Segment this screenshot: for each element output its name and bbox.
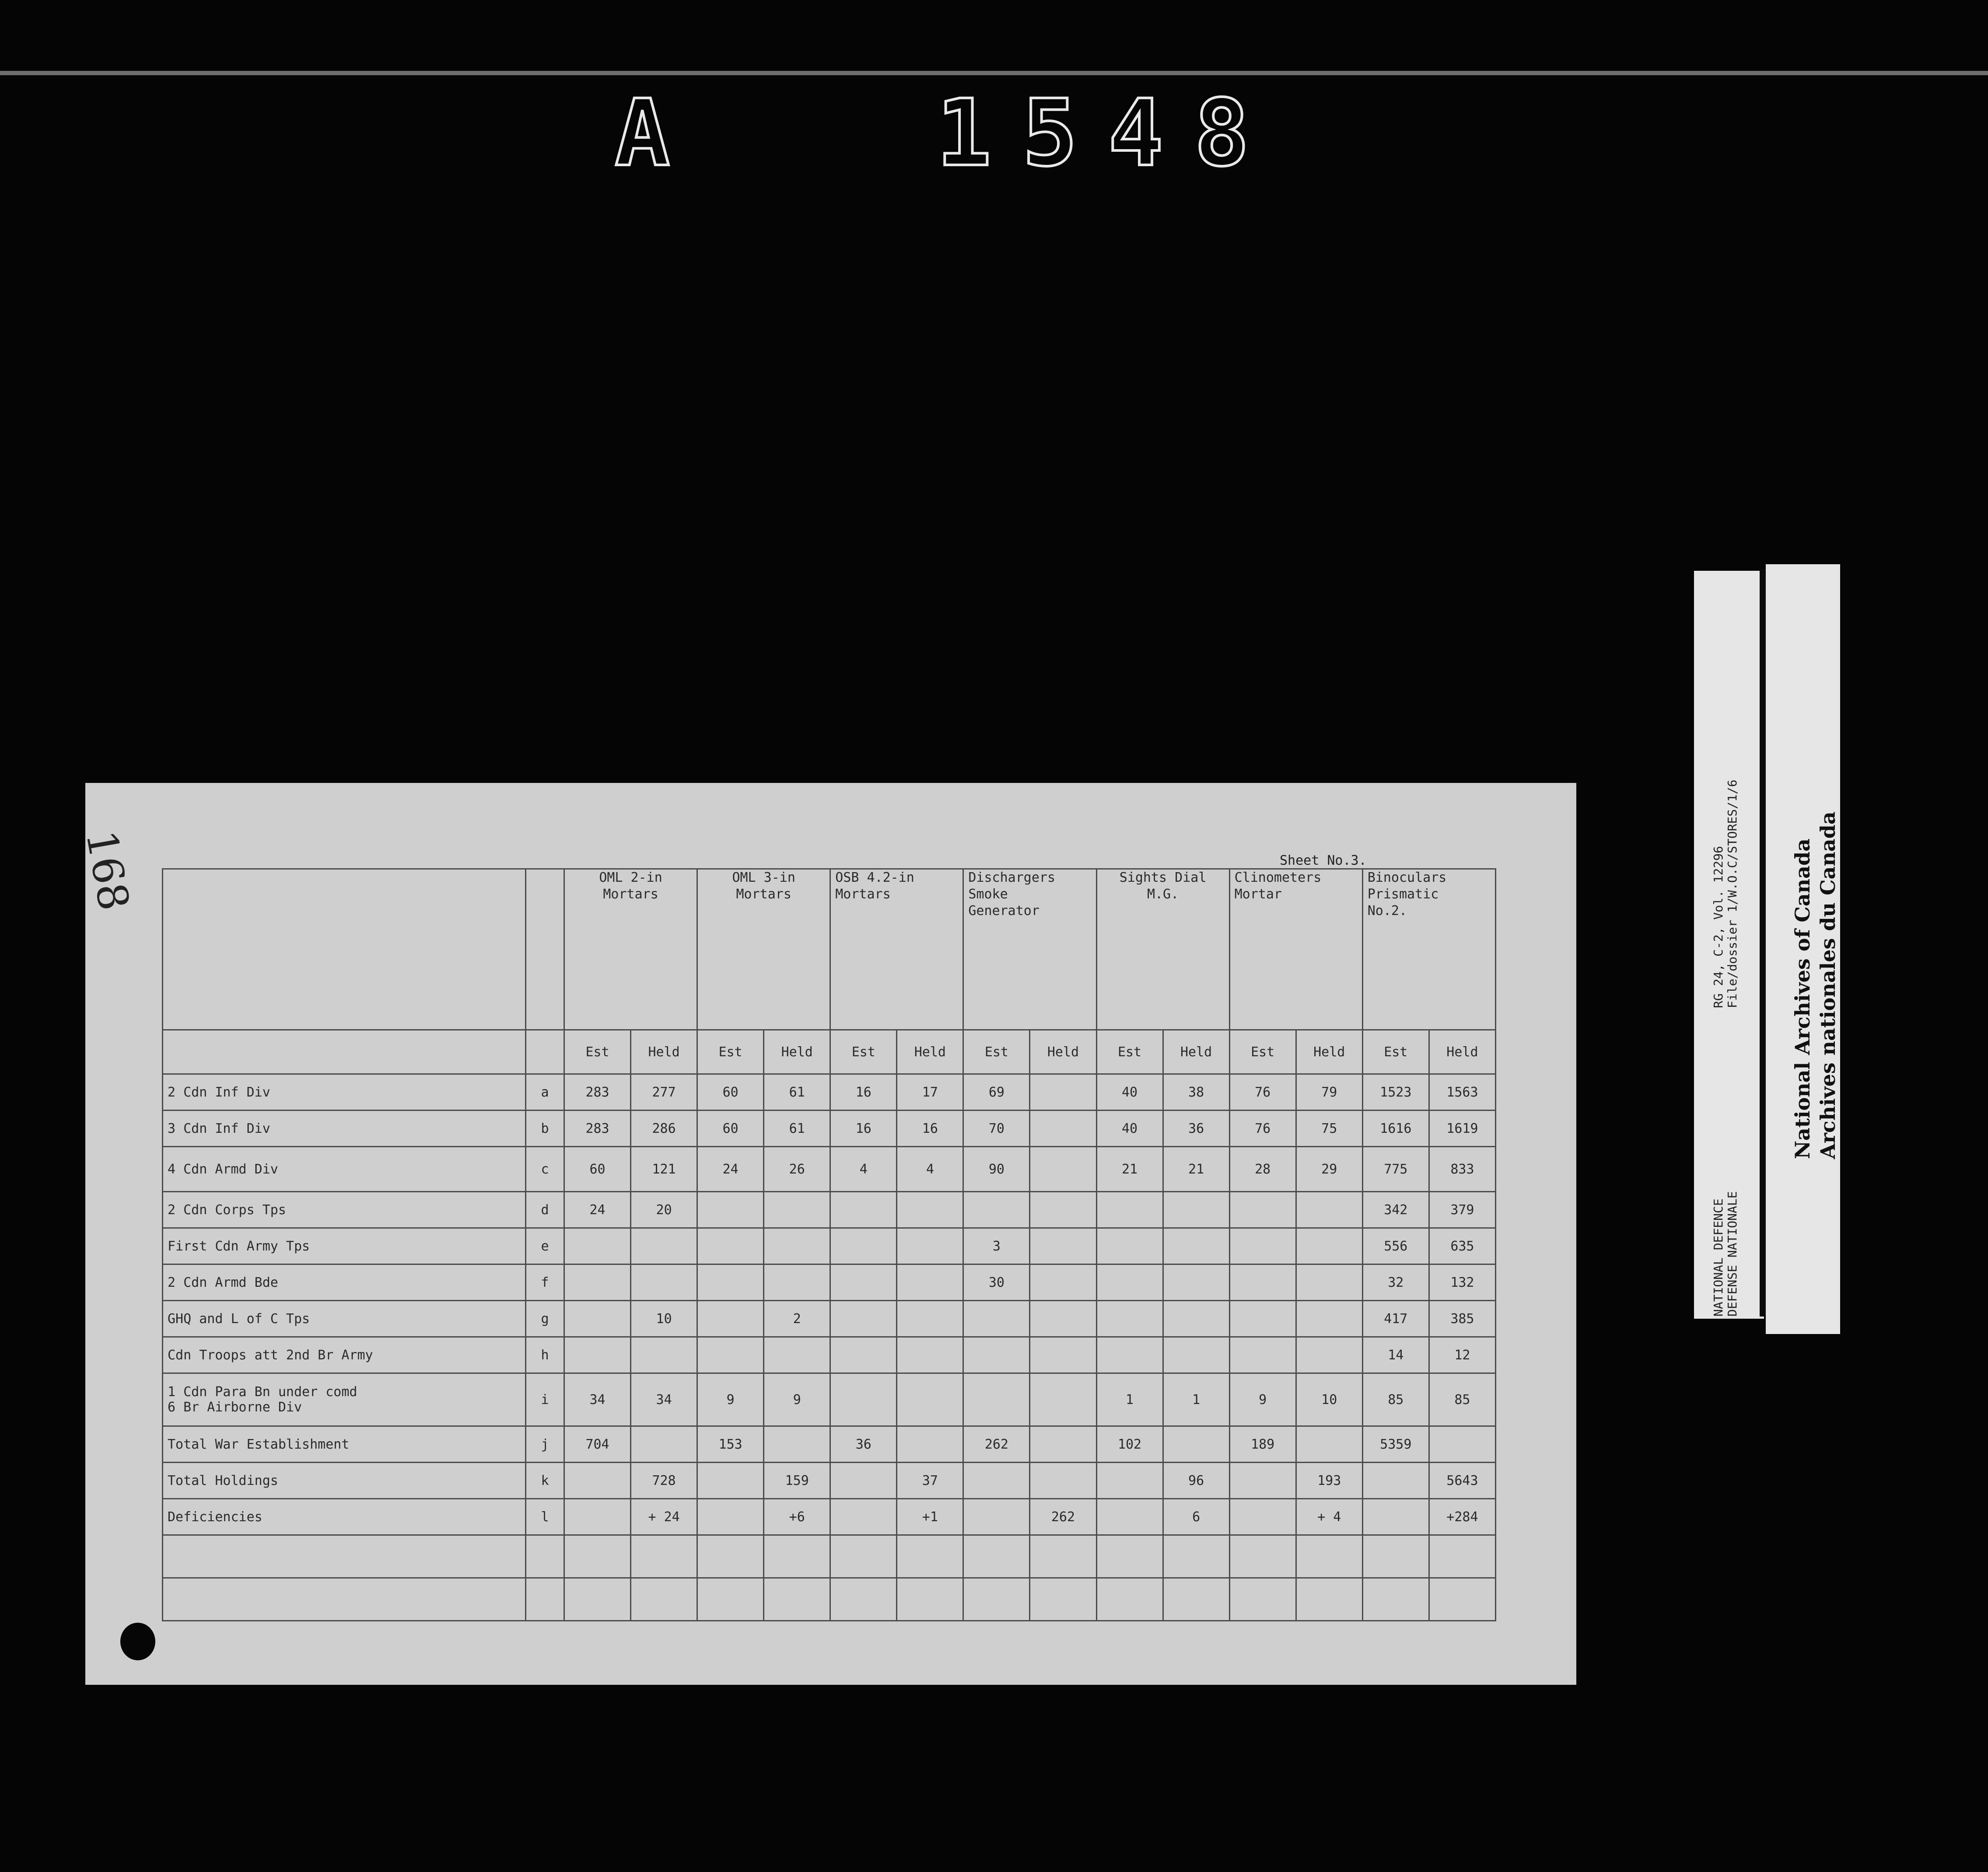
subheader-held: Held: [897, 1030, 963, 1074]
table-cell: 70: [963, 1111, 1030, 1147]
table-cell: 16: [830, 1111, 897, 1147]
blank-cell: [163, 1578, 526, 1621]
table-cell: 3: [963, 1228, 1030, 1264]
table-cell: [1296, 1426, 1362, 1463]
blank-cell: [526, 1535, 564, 1578]
table-cell: 60: [697, 1111, 764, 1147]
table-cell: [697, 1301, 764, 1337]
archive-name-tag: [1766, 564, 1840, 1334]
blank-cell: [526, 1578, 564, 1621]
table-cell: 193: [1296, 1463, 1362, 1499]
table-cell: [1096, 1301, 1163, 1337]
row-letter: g: [526, 1301, 564, 1337]
row-letter: b: [526, 1111, 564, 1147]
table-cell: 1523: [1362, 1074, 1429, 1111]
table-cell: [1163, 1228, 1229, 1264]
table-row: [163, 1264, 1496, 1301]
table-cell: 28: [1229, 1147, 1296, 1192]
table-cell: [830, 1192, 897, 1228]
blank-cell: [697, 1578, 764, 1621]
table-cell: [1163, 1426, 1229, 1463]
table-cell: [1030, 1426, 1096, 1463]
table-cell: 132: [1429, 1264, 1495, 1301]
table-cell: 37: [897, 1463, 963, 1499]
table-cell: 159: [764, 1463, 830, 1499]
row-letter: e: [526, 1228, 564, 1264]
archive-name: National Archives of Canada Archives nationales du Canada: [1791, 811, 1840, 1159]
table-cell: +1: [897, 1499, 963, 1535]
blank-cell: [1296, 1535, 1362, 1578]
table-cell: 61: [764, 1074, 830, 1111]
table-cell: 96: [1163, 1463, 1229, 1499]
table-cell: [830, 1463, 897, 1499]
table-cell: [764, 1337, 830, 1373]
table-cell: [1096, 1463, 1163, 1499]
table-cell: 40: [1096, 1111, 1163, 1147]
table-cell: 36: [1163, 1111, 1229, 1147]
table-cell: [697, 1499, 764, 1535]
table-cell: 277: [631, 1074, 697, 1111]
blank-cell: [1163, 1535, 1229, 1578]
table-cell: 775: [1362, 1147, 1429, 1192]
table-cell: 10: [1296, 1373, 1362, 1426]
table-cell: [1030, 1111, 1096, 1147]
blank-cell: [1429, 1578, 1495, 1621]
table-row: [163, 1337, 1496, 1373]
table-cell: [1296, 1264, 1362, 1301]
table-row: [163, 1192, 1496, 1228]
folio-number: 168: [76, 827, 139, 914]
table-cell: [1296, 1337, 1362, 1373]
column-group-header: OSB 4.2-in Mortars: [830, 869, 963, 1030]
blank-cell: [897, 1535, 963, 1578]
row-unit-label: 2 Cdn Corps Tps: [163, 1192, 526, 1228]
table-cell: [1030, 1264, 1096, 1301]
table-cell: 833: [1429, 1147, 1495, 1192]
table-cell: 76: [1229, 1074, 1296, 1111]
column-group-header: Dischargers Smoke Generator: [963, 869, 1096, 1030]
table-cell: +6: [764, 1499, 830, 1535]
table-cell: 102: [1096, 1426, 1163, 1463]
blank-cell: [564, 1578, 631, 1621]
table-cell: [897, 1192, 963, 1228]
table-cell: 728: [631, 1463, 697, 1499]
blank-cell: [1030, 1535, 1096, 1578]
table-cell: 283: [564, 1111, 631, 1147]
row-unit-label: Deficiencies: [163, 1499, 526, 1535]
blank-cell: [830, 1578, 897, 1621]
blank-cell: [897, 1578, 963, 1621]
table-cell: [963, 1499, 1030, 1535]
column-group-header: Binoculars Prismatic No.2.: [1362, 869, 1495, 1030]
blank-cell: [1296, 1578, 1362, 1621]
table-cell: [697, 1337, 764, 1373]
blank-cell: [963, 1535, 1030, 1578]
table-cell: + 24: [631, 1499, 697, 1535]
table-cell: [564, 1499, 631, 1535]
table-cell: 21: [1096, 1147, 1163, 1192]
row-unit-label: 2 Cdn Inf Div: [163, 1074, 526, 1111]
table-cell: + 4: [1296, 1499, 1362, 1535]
blank-header: [526, 869, 564, 1030]
table-cell: [1296, 1301, 1362, 1337]
table-cell: 20: [631, 1192, 697, 1228]
table-cell: [897, 1426, 963, 1463]
row-unit-label: GHQ and L of C Tps: [163, 1301, 526, 1337]
table-cell: 36: [830, 1426, 897, 1463]
table-cell: [564, 1264, 631, 1301]
archive-department: NATIONAL DEFENCE DEFENSE NATIONALE: [1711, 1191, 1740, 1317]
table-row: [163, 1373, 1496, 1426]
table-cell: 262: [1030, 1499, 1096, 1535]
table-cell: [897, 1373, 963, 1426]
table-row: [163, 1111, 1496, 1147]
row-letter: a: [526, 1074, 564, 1111]
table-cell: [1296, 1192, 1362, 1228]
subheader-est: Est: [963, 1030, 1030, 1074]
table-cell: 90: [963, 1147, 1030, 1192]
table-cell: [631, 1228, 697, 1264]
table-cell: 1: [1163, 1373, 1229, 1426]
blank-cell: [1163, 1578, 1229, 1621]
table-cell: 635: [1429, 1228, 1495, 1264]
row-letter: j: [526, 1426, 564, 1463]
table-cell: [1096, 1228, 1163, 1264]
table-cell: [1229, 1499, 1296, 1535]
table-cell: 1616: [1362, 1111, 1429, 1147]
table-cell: [1030, 1147, 1096, 1192]
table-cell: 153: [697, 1426, 764, 1463]
table-cell: [897, 1301, 963, 1337]
blank-cell: [1030, 1578, 1096, 1621]
table-cell: [1229, 1264, 1296, 1301]
table-cell: 60: [697, 1074, 764, 1111]
column-group-header: Clinometers Mortar: [1229, 869, 1362, 1030]
table-cell: [897, 1264, 963, 1301]
table-cell: 26: [764, 1147, 830, 1192]
table-cell: [564, 1337, 631, 1373]
table-cell: 1563: [1429, 1074, 1495, 1111]
table-cell: 69: [963, 1074, 1030, 1111]
table-cell: [631, 1337, 697, 1373]
table-cell: [1030, 1074, 1096, 1111]
table-cell: [1229, 1337, 1296, 1373]
table-cell: 417: [1362, 1301, 1429, 1337]
table-cell: [1030, 1373, 1096, 1426]
table-cell: 704: [564, 1426, 631, 1463]
blank-subheader: [526, 1030, 564, 1074]
table-cell: [830, 1499, 897, 1535]
table-cell: 76: [1229, 1111, 1296, 1147]
table-cell: [963, 1192, 1030, 1228]
blank-cell: [564, 1535, 631, 1578]
blank-cell: [963, 1578, 1030, 1621]
blank-cell: [1096, 1535, 1163, 1578]
table-cell: [1229, 1192, 1296, 1228]
table-cell: 342: [1362, 1192, 1429, 1228]
table-cell: 262: [963, 1426, 1030, 1463]
table-cell: 79: [1296, 1074, 1362, 1111]
row-letter: d: [526, 1192, 564, 1228]
archive-reference: RG 24, C-2, Vol. 12296 File/dossier 1/W.O.C/STORES/1/6: [1711, 779, 1740, 1008]
document-page: [76, 783, 1576, 1685]
blank-cell: [631, 1535, 697, 1578]
blank-cell: [830, 1535, 897, 1578]
table-row: [163, 1426, 1496, 1463]
table-cell: [1429, 1426, 1495, 1463]
table-cell: [1096, 1337, 1163, 1373]
column-group-header: Sights Dial M.G.: [1096, 869, 1229, 1030]
blank-cell: [1229, 1578, 1296, 1621]
row-letter: h: [526, 1337, 564, 1373]
table-cell: 34: [564, 1373, 631, 1426]
subheader-held: Held: [1030, 1030, 1096, 1074]
subheader-held: Held: [764, 1030, 830, 1074]
table-cell: [564, 1463, 631, 1499]
table-cell: [963, 1301, 1030, 1337]
subheader-est: Est: [1362, 1030, 1429, 1074]
table-cell: [564, 1228, 631, 1264]
table-cell: [1163, 1301, 1229, 1337]
table-cell: [1030, 1228, 1096, 1264]
table-cell: [1362, 1499, 1429, 1535]
table-cell: [830, 1228, 897, 1264]
table-row: [163, 1301, 1496, 1337]
table-cell: 40: [1096, 1074, 1163, 1111]
table-cell: [764, 1264, 830, 1301]
table-cell: 2: [764, 1301, 830, 1337]
table-cell: [1229, 1463, 1296, 1499]
blank-cell: [697, 1535, 764, 1578]
subheader-est: Est: [830, 1030, 897, 1074]
table-cell: 121: [631, 1147, 697, 1192]
table-cell: [1229, 1301, 1296, 1337]
table-cell: 9: [764, 1373, 830, 1426]
table-cell: 9: [697, 1373, 764, 1426]
sheet-number: Sheet No.3.: [1280, 853, 1367, 868]
subheader-held: Held: [631, 1030, 697, 1074]
table-cell: [830, 1301, 897, 1337]
table-cell: 5643: [1429, 1463, 1495, 1499]
table-cell: 6: [1163, 1499, 1229, 1535]
subheader-est: Est: [1229, 1030, 1296, 1074]
blank-cell: [1096, 1578, 1163, 1621]
table-cell: [697, 1463, 764, 1499]
table-cell: 24: [697, 1147, 764, 1192]
column-group-header-row: [163, 869, 1496, 1030]
blank-cell: [1229, 1535, 1296, 1578]
table-cell: 189: [1229, 1426, 1296, 1463]
table-cell: 16: [830, 1074, 897, 1111]
table-cell: [1096, 1192, 1163, 1228]
table-cell: 556: [1362, 1228, 1429, 1264]
table-cell: [963, 1463, 1030, 1499]
subheader-row: [163, 1030, 1496, 1074]
table-cell: 1619: [1429, 1111, 1495, 1147]
row-unit-label: 3 Cdn Inf Div: [163, 1111, 526, 1147]
blank-row: [163, 1578, 1496, 1621]
table-cell: [697, 1192, 764, 1228]
table-cell: 283: [564, 1074, 631, 1111]
archive-reference-tag: [1694, 571, 1764, 1319]
row-unit-label: Total War Establishment: [163, 1426, 526, 1463]
table-cell: 85: [1429, 1373, 1495, 1426]
subheader-held: Held: [1429, 1030, 1495, 1074]
column-group-header: OML 3-in Mortars: [697, 869, 830, 1030]
table-cell: [1030, 1192, 1096, 1228]
subheader-held: Held: [1163, 1030, 1229, 1074]
table-cell: [897, 1228, 963, 1264]
table-cell: [1030, 1337, 1096, 1373]
table-cell: [963, 1373, 1030, 1426]
table-cell: 61: [764, 1111, 830, 1147]
table-cell: [1163, 1192, 1229, 1228]
blank-row: [163, 1535, 1496, 1578]
table-cell: [697, 1228, 764, 1264]
table-cell: 17: [897, 1074, 963, 1111]
table-cell: [1096, 1499, 1163, 1535]
table-cell: [897, 1337, 963, 1373]
table-cell: 30: [963, 1264, 1030, 1301]
subheader-held: Held: [1296, 1030, 1362, 1074]
blank-cell: [1362, 1535, 1429, 1578]
subheader-est: Est: [564, 1030, 631, 1074]
blank-cell: [764, 1578, 830, 1621]
table-cell: [830, 1337, 897, 1373]
equipment-table: [162, 868, 1496, 1621]
table-cell: 24: [564, 1192, 631, 1228]
subheader-est: Est: [697, 1030, 764, 1074]
row-unit-label: First Cdn Army Tps: [163, 1228, 526, 1264]
table-cell: 14: [1362, 1337, 1429, 1373]
table-cell: 9: [1229, 1373, 1296, 1426]
table-cell: [1096, 1264, 1163, 1301]
row-letter: i: [526, 1373, 564, 1426]
table-cell: +284: [1429, 1499, 1495, 1535]
blank-subheader: [163, 1030, 526, 1074]
table-cell: 60: [564, 1147, 631, 1192]
table-cell: [631, 1426, 697, 1463]
row-letter: k: [526, 1463, 564, 1499]
table-cell: [830, 1373, 897, 1426]
table-cell: [1163, 1337, 1229, 1373]
table-cell: 4: [897, 1147, 963, 1192]
table-cell: 32: [1362, 1264, 1429, 1301]
table-cell: 29: [1296, 1147, 1362, 1192]
table-cell: [1163, 1264, 1229, 1301]
table-cell: [1030, 1463, 1096, 1499]
table-cell: 75: [1296, 1111, 1362, 1147]
table-cell: 16: [897, 1111, 963, 1147]
row-unit-label: 2 Cdn Armd Bde: [163, 1264, 526, 1301]
row-unit-label: 1 Cdn Para Bn under comd 6 Br Airborne Div: [163, 1373, 526, 1426]
row-unit-label: Cdn Troops att 2nd Br Army: [163, 1337, 526, 1373]
frame-number: 1548: [936, 80, 1280, 187]
table-cell: 34: [631, 1373, 697, 1426]
row-unit-label: Total Holdings: [163, 1463, 526, 1499]
table-cell: 12: [1429, 1337, 1495, 1373]
table-cell: [764, 1426, 830, 1463]
blank-cell: [1429, 1535, 1495, 1578]
frame-letter: A: [615, 80, 688, 187]
row-letter: c: [526, 1147, 564, 1192]
blank-cell: [764, 1535, 830, 1578]
blank-header: [163, 869, 526, 1030]
blank-cell: [631, 1578, 697, 1621]
table-cell: 21: [1163, 1147, 1229, 1192]
table-cell: [764, 1228, 830, 1264]
subheader-est: Est: [1096, 1030, 1163, 1074]
table-cell: 10: [631, 1301, 697, 1337]
table-cell: [830, 1264, 897, 1301]
blank-cell: [1362, 1578, 1429, 1621]
table-cell: 379: [1429, 1192, 1495, 1228]
table-cell: 286: [631, 1111, 697, 1147]
table-cell: [1362, 1463, 1429, 1499]
table-cell: [764, 1192, 830, 1228]
table-cell: 5359: [1362, 1426, 1429, 1463]
table-cell: [631, 1264, 697, 1301]
row-letter: f: [526, 1264, 564, 1301]
table-cell: [963, 1337, 1030, 1373]
table-row: [163, 1228, 1496, 1264]
table-cell: [1229, 1228, 1296, 1264]
table-row: [163, 1074, 1496, 1111]
table-cell: 4: [830, 1147, 897, 1192]
blank-cell: [163, 1535, 526, 1578]
table-cell: [697, 1264, 764, 1301]
film-edge: [0, 71, 1988, 75]
table-cell: [1030, 1301, 1096, 1337]
column-group-header: OML 2-in Mortars: [564, 869, 697, 1030]
table-row: [163, 1147, 1496, 1192]
table-row: [163, 1463, 1496, 1499]
row-letter: l: [526, 1499, 564, 1535]
table-cell: 385: [1429, 1301, 1495, 1337]
table-cell: 85: [1362, 1373, 1429, 1426]
table-cell: [564, 1301, 631, 1337]
table-cell: 1: [1096, 1373, 1163, 1426]
row-unit-label: 4 Cdn Armd Div: [163, 1147, 526, 1192]
table-row: [163, 1499, 1496, 1535]
table-cell: [1296, 1228, 1362, 1264]
punch-hole: [120, 1623, 155, 1660]
tag-divider: [1760, 569, 1766, 1317]
table-cell: 38: [1163, 1074, 1229, 1111]
